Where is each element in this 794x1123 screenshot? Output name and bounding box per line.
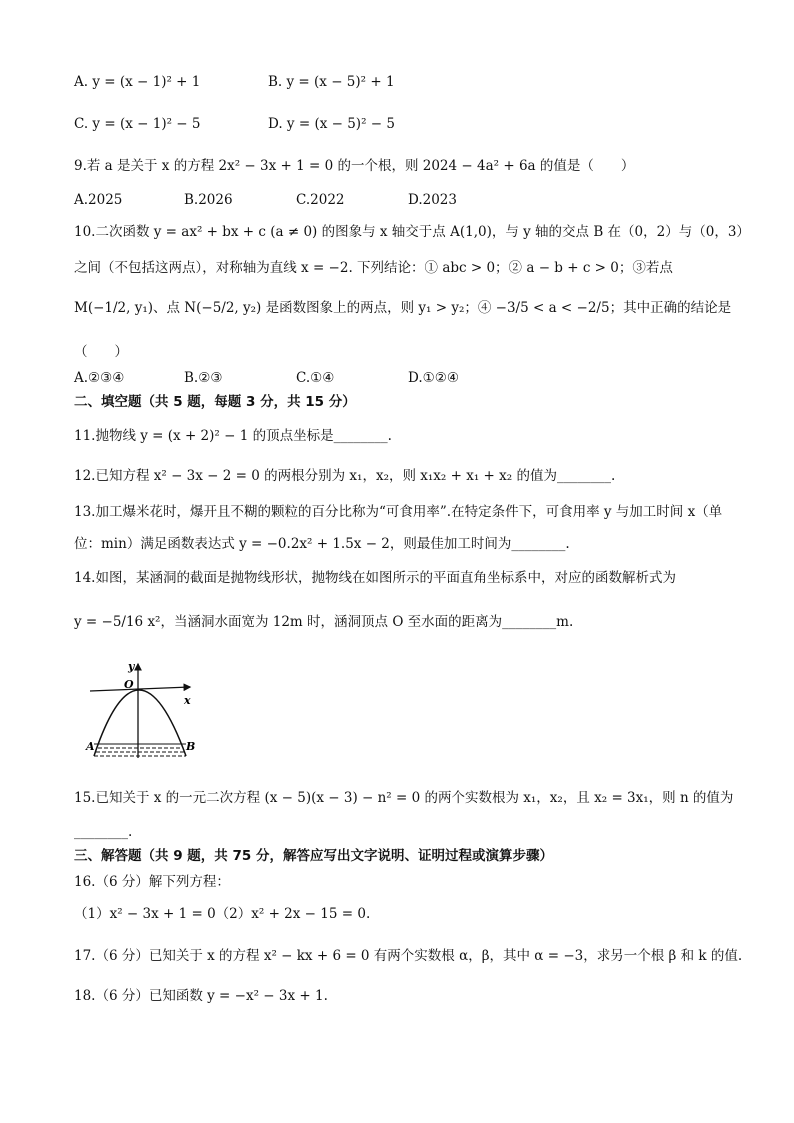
section-2-title: 二、填空题（共 5 题，每题 3 分，共 15 分） — [74, 394, 356, 410]
q10-line-2: 之间（不包括这两点），对称轴为直线 x = −2. 下列结论：① abc > 0；② a − b + c > 0；③若点 — [74, 260, 673, 276]
q16-parts: （1）x² − 3x + 1 = 0（2）x² + 2x − 15 = 0. — [74, 906, 371, 922]
q9-option-c: C.2022 — [296, 192, 345, 208]
q10-option-d: D.①②④ — [408, 370, 459, 386]
x-axis-label: x — [184, 694, 191, 707]
culvert-parabola-figure — [80, 658, 202, 768]
q10-line-3: M(−1/2, y₁)、点 N(−5/2, y₂) 是函数图象上的两点，则 y₁ > y₂；④ −3/5 < a < −2/5；其中正确的结论是 — [74, 300, 732, 316]
q8-option-b: B. y = (x − 5)² + 1 — [268, 74, 395, 90]
q16-stem: 16.（6 分）解下列方程： — [74, 874, 230, 890]
q15-line-1: 15.已知关于 x 的一元二次方程 (x − 5)(x − 3) − n² = 0 的两个实数根为 x₁，x₂，且 x₂ = 3x₁，则 n 的值为 — [74, 790, 734, 806]
q12-text: 12.已知方程 x² − 3x − 2 = 0 的两根分别为 x₁，x₂，则 x₁x₂ + x₁ + x₂ 的值为________. — [74, 468, 616, 484]
q9-stem: 9.若 a 是关于 x 的方程 2x² − 3x + 1 = 0 的一个根，则 2024 − 4a² + 6a 的值是（ ） — [74, 158, 635, 174]
q13-line-1: 13.加工爆米花时，爆开且不糊的颗粒的百分比称为“可食用率”.在特定条件下，可食用率 y 与加工时间 x（单 — [74, 504, 723, 520]
q15-line-2: ________. — [74, 824, 133, 840]
q10-line-1: 10.二次函数 y = ax² + bx + c (a ≠ 0) 的图象与 x 轴交于点 A(1,0)，与 y 轴的交点 B 在（0，2）与（0，3） — [74, 224, 750, 240]
q10-option-b: B.②③ — [184, 370, 223, 386]
point-a-label: A — [86, 740, 95, 753]
q9-option-b: B.2026 — [184, 192, 233, 208]
section-3-title: 三、解答题（共 9 题，共 75 分，解答应写出文字说明、证明过程或演算步骤） — [74, 848, 553, 864]
q10-option-a: A.②③④ — [74, 370, 125, 386]
parabola-curve — [94, 690, 186, 756]
q8-option-a: A. y = (x − 1)² + 1 — [74, 74, 201, 90]
q17-text: 17.（6 分）已知关于 x 的方程 x² − kx + 6 = 0 有两个实数根 α，β，其中 α = −3，求另一个根 β 和 k 的值. — [74, 948, 743, 964]
origin-label: O — [124, 678, 134, 691]
q10-option-c: C.①④ — [296, 370, 335, 386]
q8-option-c: C. y = (x − 1)² − 5 — [74, 116, 201, 132]
q8-option-d: D. y = (x − 5)² − 5 — [268, 116, 395, 132]
q14-line-2: y = −5/16 x²，当涵洞水面宽为 12m 时，涵洞顶点 O 至水面的距离为________m. — [74, 614, 574, 630]
q9-option-a: A.2025 — [74, 192, 123, 208]
q11-text: 11.抛物线 y = (x + 2)² − 1 的顶点坐标是________. — [74, 428, 392, 444]
q14-line-1: 14.如图，某涵洞的截面是抛物线形状，抛物线在如图所示的平面直角坐标系中，对应的函数解析式为 — [74, 570, 676, 586]
q10-line-4: （ ） — [74, 344, 128, 360]
y-axis-label: y — [128, 660, 135, 673]
q18-text: 18.（6 分）已知函数 y = −x² − 3x + 1. — [74, 988, 328, 1004]
point-b-label: B — [186, 740, 196, 753]
q13-line-2: 位：min）满足函数表达式 y = −0.2x² + 1.5x − 2，则最佳加工时间为________. — [74, 536, 570, 552]
q9-option-d: D.2023 — [408, 192, 457, 208]
